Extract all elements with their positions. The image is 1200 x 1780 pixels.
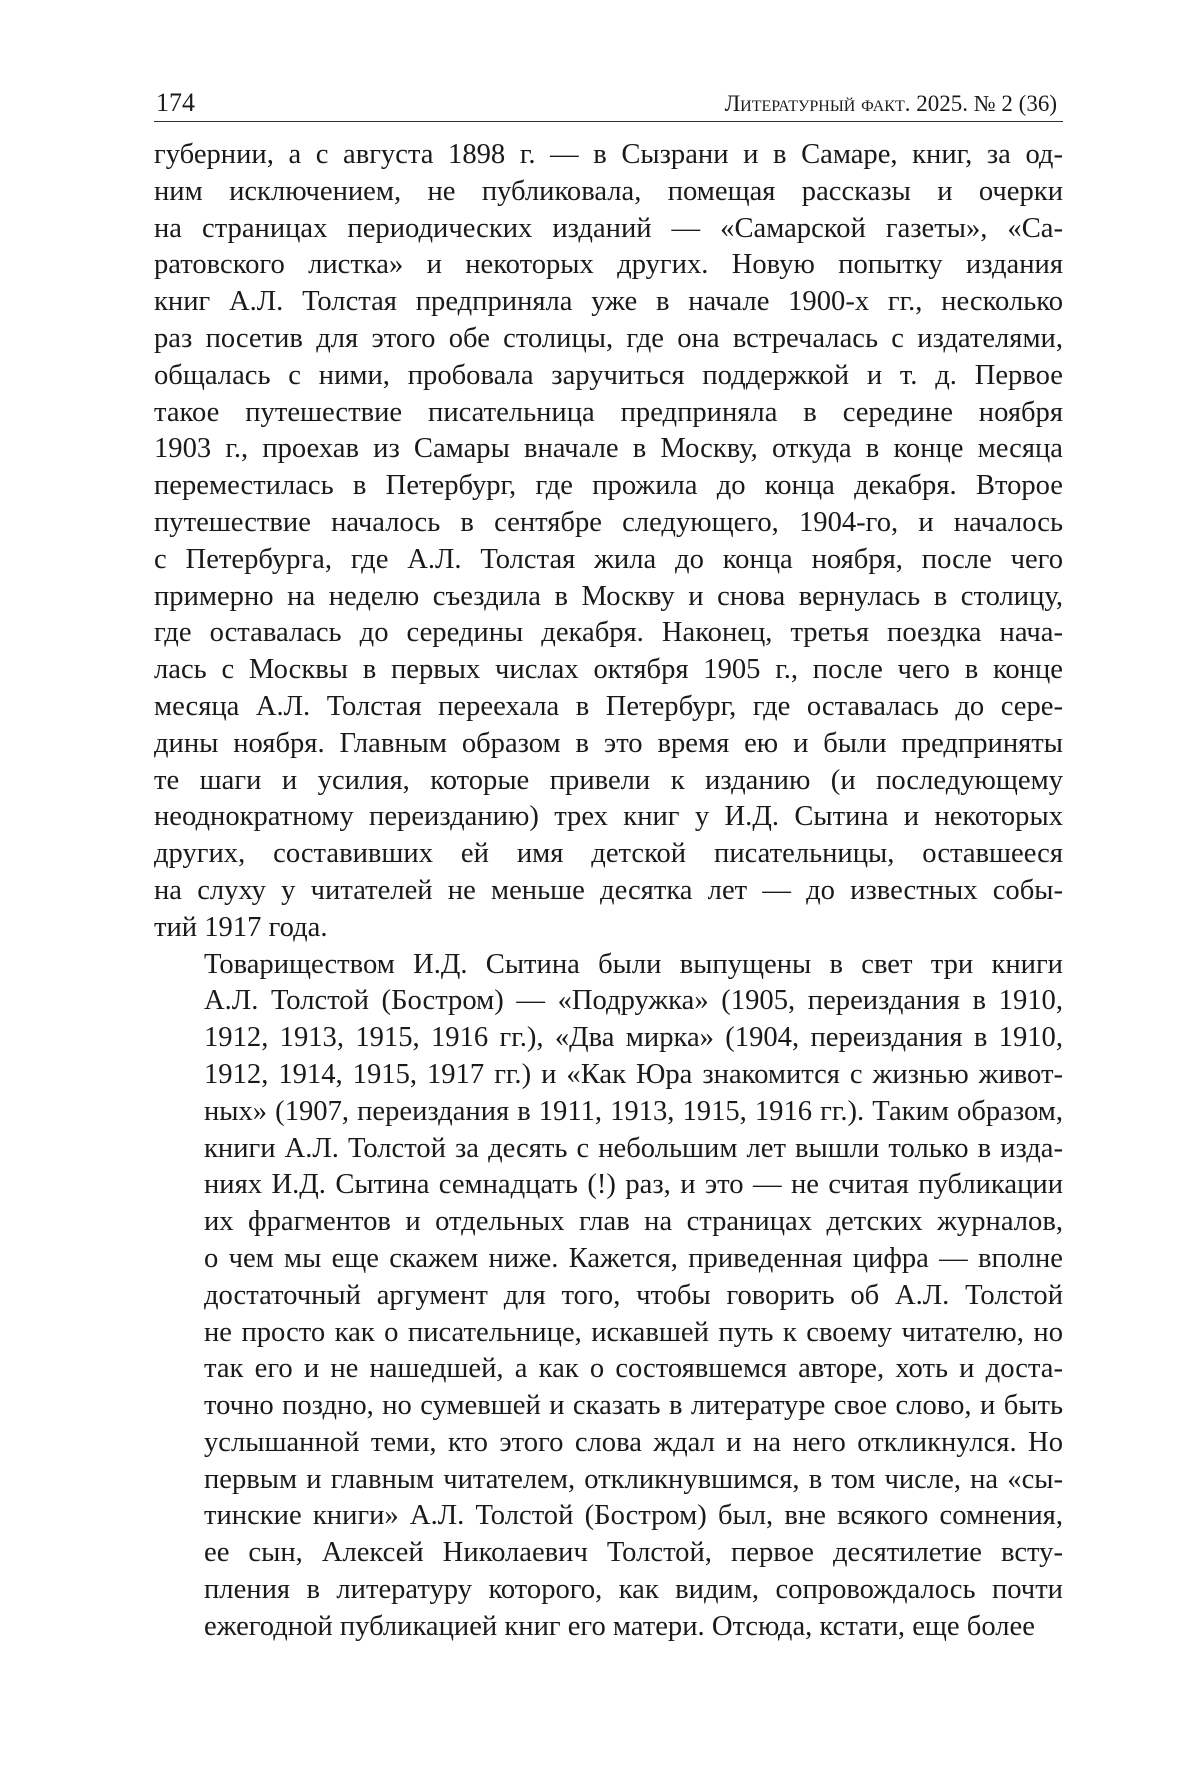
text-line: губернии, а с августа 1898 г. — в Сызрани и в Самаре, книг, за од- [154,139,1063,170]
text-line: такое путешествие писательница предприняла в середине ноября [154,396,1063,428]
text-line: 1912, 1913, 1915, 1916 гг.), «Два мирка» (1904, переиздания в 1910, [204,1022,1063,1054]
text-line: ниях И.Д. Сытина семнадцать (!) раз, и это — не считая публикации [204,1169,1063,1201]
page-number: 174 [156,88,195,117]
text-line: переместилась в Петербург, где прожила до конца декабря. Второе [154,470,1063,502]
issue-number: . 2025. № 2 (36) [904,91,1057,116]
text-line: на слуху у читателей не меньше десятка лет — до известных собы- [154,874,1063,906]
text-line: точно поздно, но сумевшей и сказать в литературе свое слово, и быть [204,1390,1063,1422]
text-line: месяца А.Л. Толстая переехала в Петербург, где оставалась до сере- [154,690,1063,722]
text-line: услышанной теми, кто этого слова ждал и на него откликнулся. Но [204,1426,1063,1458]
text-line: ратовского листка» и некоторых других. Новую попытку издания [154,249,1063,281]
text-line: те шаги и усилия, которые привели к изданию (и последующему [154,764,1063,796]
text-line: их фрагментов и отдельных глав на страницах детских журналов, [204,1206,1063,1238]
text-line: пления в литературу которого, как видим, сопровождалось почти [204,1574,1063,1606]
text-line: так его и не нашедшей, а как о состоявшемся авторе, хоть и доста- [204,1353,1063,1385]
text-line: лась с Москвы в первых числах октября 1905 г., после чего в конце [154,654,1063,686]
journal-issue-line [725,89,1063,119]
text-line: тий 1917 года. [154,911,328,943]
text-line: дины ноября. Главным образом в это время ею и были предприняты [154,727,1063,759]
text-line: Товариществом И.Д. Сытина были выпущены в свет три книги [204,948,1063,980]
journal-title: Литературный факт [724,91,905,116]
text-line: ежегодной публикацией книг его матери. Отсюда, кстати, еще более [204,1610,1035,1642]
text-line: неоднократному переизданию) трех книг у И.Д. Сытина и некоторых [154,801,1063,833]
text-line: достаточный аргумент для того, чтобы говорить об А.Л. Толстой [204,1279,1063,1311]
running-head [154,78,1063,122]
journal-page [154,78,1063,1646]
text-line: А.Л. Толстой (Бостром) — «Подружка» (1905, переиздания в 1910, [204,985,1063,1017]
text-line: 1912, 1914, 1915, 1917 гг.) и «Как Юра знакомится с жизнью живот- [204,1058,1063,1090]
text-line: о чем мы еще скажем ниже. Кажется, приведенная цифра — вполне [204,1242,1063,1274]
text-line: общалась с ними, пробовала заручиться поддержкой и т. д. Первое [154,359,1063,391]
text-line: раз посетив для этого обе столицы, где она встречалась с издателями, [154,322,1063,354]
text-line: путешествие началось в сентябре следующего, 1904-го, и началось [154,506,1063,538]
text-line: книг А.Л. Толстая предприняла уже в начале 1900-х гг., несколько [154,286,1063,318]
text-line: ее сын, Алексей Николаевич Толстой, первое десятилетие всту- [204,1537,1063,1569]
text-line: не просто как о писательнице, искавшей путь к своему читателю, но [204,1316,1063,1348]
text-line: первым и главным читателем, откликнувшимся, в том числе, на «сы- [204,1463,1063,1495]
text-line: ных» (1907, переиздания в 1911, 1913, 1915, 1916 гг.). Таким образом, [204,1095,1063,1127]
text-line: с Петербурга, где А.Л. Толстая жила до конца ноября, после чего [154,543,1063,575]
text-line: примерно на неделю съездила в Москву и снова вернулась в столицу, [154,580,1063,612]
text-line: ним исключением, не публиковала, помещая рассказы и очерки [154,175,1063,207]
text-line: тинские книги» А.Л. Толстой (Бостром) был, вне всякого сомнения, [204,1500,1063,1532]
article-body [154,137,1063,1646]
text-line: книги А.Л. Толстой за десять с небольшим лет вышли только в изда- [204,1132,1063,1164]
text-line: где оставалась до середины декабря. Наконец, третья поездка нача- [154,617,1063,649]
paragraph [154,137,1063,947]
paragraph [154,947,1063,1646]
text-line: 1903 г., проехав из Самары вначале в Москву, откуда в конце месяца [154,433,1063,465]
text-line: на страницах периодических изданий — «Самарской газеты», «Са- [154,212,1063,244]
text-line: других, составивших ей имя детской писательницы, оставшееся [154,838,1063,870]
